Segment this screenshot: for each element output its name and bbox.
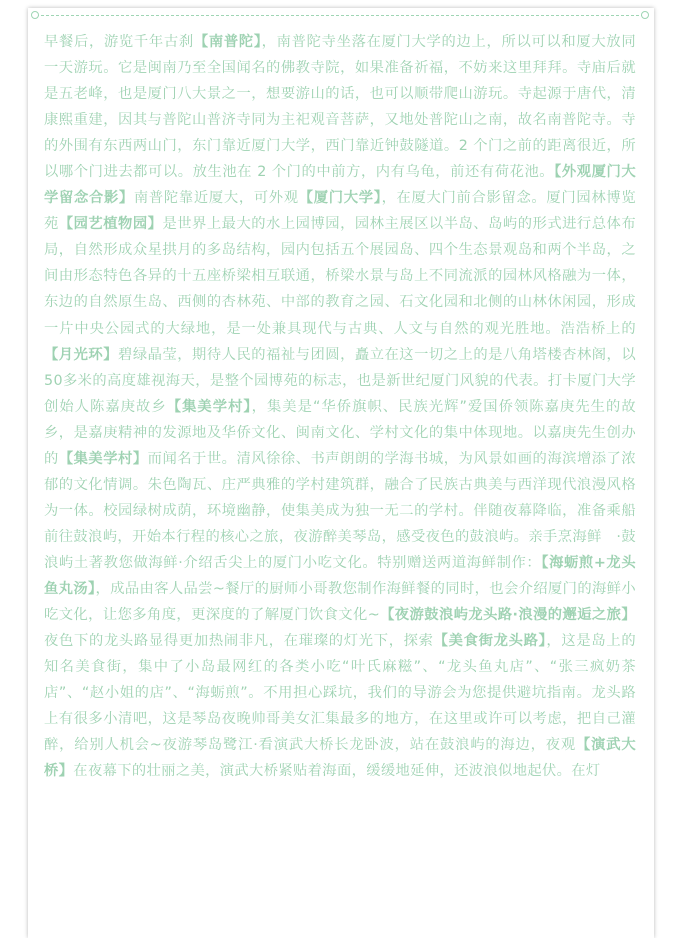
body-text: ，成品由客人品尝~餐厅的厨师小哥教您制作海鲜餐的同时，也会介绍厦门的海鲜小吃文化，让您多角度，更深度的了解厦门饮食文化~: [44, 580, 636, 624]
body-text: 早餐后，游览千年古刹: [44, 34, 194, 50]
highlight-text: 【厦门大学】: [298, 190, 382, 207]
top-dashed-divider: [36, 15, 644, 16]
body-text: 是世界上最大的水上园博园，园林主展区以半岛、岛屿的形式进行总体布局，自然形成众星拱月的多岛结构，园内包括五个展园岛、四个生态景观岛和两个半岛，之间由形态特色各异的十五座桥梁相互联通，桥梁水景与岛上不同流派的园林风格融为一体，东边的自然原生岛、西侧的杏林苑、中部的教育之园、石文化园和北侧的山林休闲园，形成一片中央公园式的大绿地，是一处兼具现代与古典、人文与自然的观光胜地。浩浩桥上的: [44, 216, 636, 337]
highlight-text: 【演武大桥】: [44, 737, 637, 780]
highlight-text: 【园艺植物园】: [58, 216, 163, 233]
highlight-text: 【外观厦门大学留念合影】: [44, 164, 636, 207]
body-text: 南普陀靠近厦大，可外观: [133, 190, 299, 207]
divider-left-dot: [31, 11, 39, 19]
body-text: 夜色下的龙头路显得更加热闹非凡，在璀璨的灯光下，探索: [44, 633, 434, 650]
highlight-text: 【海蛎煎+龙头鱼丸汤】: [44, 554, 636, 597]
highlight-text: 【集美学村】: [58, 450, 148, 467]
body-text: ，在厦大门前合影留念。厦门园林博览苑: [44, 190, 636, 233]
divider-right-dot: [641, 11, 649, 19]
highlight-text: 【集美学村】: [166, 398, 252, 415]
highlight-text: 【南普陀】: [193, 34, 262, 50]
highlight-text: 【夜游鼓浪屿龙头路·浪漫的邂逅之旅】: [380, 607, 637, 624]
body-text: 碧绿晶莹，期待人民的福祉与团圆，矗立在这一切之上的是八角塔楼杏林阁，以50多米的高度雄视海天，是整个园博苑的标志，也是新世纪厦门风貌的代表。打卡厦门大学创始人陈嘉庚故乡: [44, 346, 637, 415]
body-text: 而闻名于世。清风徐徐、书声朗朗的学海书城，为风景如画的海滨增添了浓郁的文化情调。朱色陶瓦、庄严典雅的学村建筑群，融合了民族古典美与西洋现代浪漫风格为一体。校园绿树成荫，环境幽静，使集美成为独一无二的学村。伴随夜幕降临，准备乘船前往鼓浪屿，开始本行程的核心之旅，夜游醉美琴岛，感受夜色的鼓浪屿。亲手烹海鲜 ·鼓浪屿土著教您做海鲜·介绍舌尖上的厦门小吃文化。特别赠送两道海鲜制作：: [44, 450, 636, 571]
body-text: 在夜幕下的壮丽之美，演武大桥紧贴着海面，缓缓地延伸，还波浪似地起伏。在灯: [73, 763, 601, 780]
highlight-text: 【美食街龙头路】: [433, 633, 547, 650]
body-text: ，南普陀寺坐落在厦门大学的边上，所以可以和厦大放同一天游玩。它是闽南乃至全国闻名的佛教寺院，如果准备祈福，不妨来这里拜拜。寺庙后就是五老峰，也是厦门八大景之一，想要游山的话，也可以顺带爬山游玩。寺起源于唐代，清康熙重建，因其与普陀山普济寺同为主祀观音菩萨，又地处普陀山之南，故名南普陀寺。寺的外围有东西两山门，东门靠近厦门大学，西门靠近钟鼓隧道。2 个门之前的距离很近，所以哪个门进去都可以。放生池在 2 个门的中前方，内有乌龟，前还有荷花池。: [44, 34, 637, 181]
body-text: ，集美是“华侨旗帜、民族光辉”爱国侨领陈嘉庚先生的故乡，是嘉庚精神的发源地及华侨文化、闽南文化、学村文化的集中体现地。以嘉庚先生创办的: [44, 398, 636, 467]
highlight-text: 【月光环】: [44, 346, 119, 363]
itinerary-paragraph: [44, 29, 636, 784]
body-text: ，这是岛上的知名美食街，集中了小岛最网红的各类小吃“叶氏麻糍”、“龙头鱼丸店”、“张三疯奶茶店”、“赵小姐的店”、“海蛎煎”。不用担心踩坑，我们的导游会为您提供避坑指南。龙头路上有很多小清吧，这是琴岛夜晚帅哥美女汇集最多的地方，在这里或许可以考虑，把自己灌醉，给别人机会~夜游琴岛鹭江·看演武大桥长龙卧波，站在鼓浪屿的海边，夜观: [44, 633, 636, 754]
